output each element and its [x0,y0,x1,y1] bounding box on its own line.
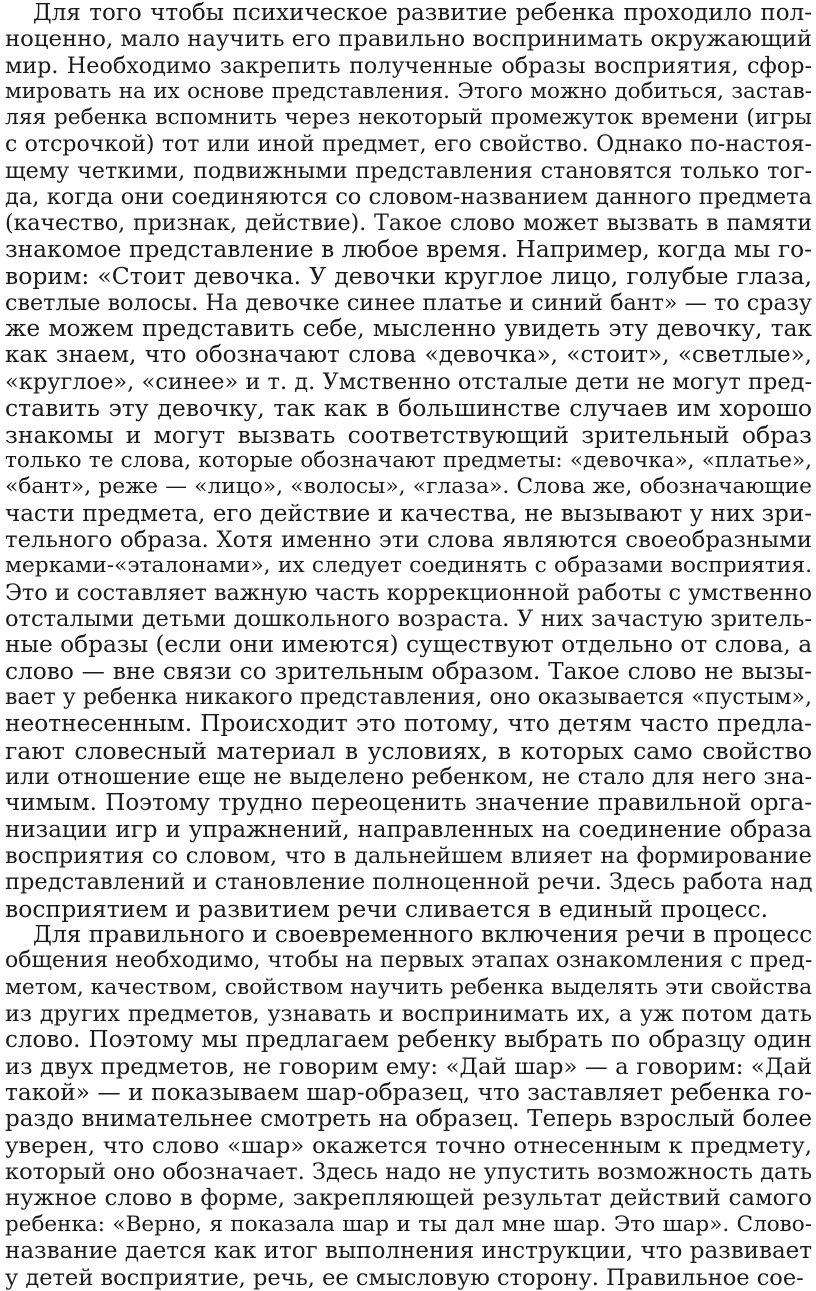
text-line: Для того чтобы психическое развитие ребенка проходило пол- [33,0,812,26]
text-line: тельного образа. Хотя именно эти слова являются своеобразными [5,526,812,553]
text-line: ляя ребенка вспомнить через некоторый промежуток времени (игры [5,105,812,131]
text-line: ставить эту девочку, так как в большинстве случаев им хорошо [5,395,812,422]
text-line: светлые волосы. На девочке синее платье и синий бант» — то сразу [5,289,812,316]
text-line: неотнесенным. Происходит это потому, что детям часто предла- [5,711,812,738]
text-line: отсталыми детьми дошкольного возраста. У них зачастую зритель- [5,605,812,632]
text-line: ноценно, мало научить его правильно воспринимать окружающий [5,26,812,53]
text-line: «круглое», «синее» и т. д. Умственно отсталые дети не могут пред- [5,368,812,395]
text-line: слово — вне связи со зрительным образом. Такое слово не вызы- [5,658,812,685]
text-line: низации игр и упражнений, направленных на соединение образа [5,816,812,843]
text-line: восприятием и развитием речи сливается в единый процесс. [5,895,769,923]
text-line: метом, качеством, свойством научить ребенка выделять эти свойства [5,974,812,1000]
text-line: ворим: «Стоит девочка. У девочки круглое лицо, голубые глаза, [5,263,812,290]
text-line: восприятия со словом, что в дальнейшем влияет на формирование [5,843,812,869]
text-line: название дается как итог выполнения инструкции, что развивает [5,1238,812,1265]
paragraph-1 [5,0,812,922]
text-line: из других предметов, узнавать и воспринимать их, а уж потом дать [5,1001,812,1028]
text-line: мир. Необходимо закрепить полученные образы восприятия, сфор- [5,52,812,79]
text-line: гают словесный материал в условиях, в которых само свойство [5,737,812,764]
text-line: знакомое представление в любое время. Например, когда мы го- [5,237,812,264]
text-line: нужное слово в форме, закрепляющей результат действий самого [5,1185,812,1212]
text-line: как знаем, что обозначают слова «девочка», «стоит», «светлые», [5,342,812,369]
text-line: «бант», реже — «лицо», «волосы», «глаза». Слова же, обозначающие [5,474,812,500]
text-line: щему четкими, подвижными представления становятся только тог- [5,158,812,185]
text-line: из двух предметов, не говорим ему: «Дай шар» — а говорим: «Дай [5,1053,812,1080]
text-line: раздо внимательнее смотреть на образец. Теперь взрослый более [5,1106,812,1133]
text-line: который оно обозначает. Здесь надо не упустить возможность дать [5,1159,812,1186]
text-line: слово. Поэтому мы предлагаем ребенку выбрать по образцу один [5,1027,812,1054]
text-line: уверен, что слово «шар» окажется точно отнесенным к предмету, [5,1132,812,1159]
text-line: вает у ребенка никакого представления, оно оказывается «пустым», [5,684,812,710]
text-line: общения необходимо, чтобы на первых этапах ознакомления с пред- [5,948,812,974]
text-line: у детей восприятие, речь, ее смысловую сторону. Правильное сое- [5,1264,804,1291]
text-line: или отношение еще не выделено ребенком, не стало для него зна- [5,763,812,790]
text-line: такой» — и показываем шар-образец, что заставляет ребенка го- [5,1080,812,1107]
text-line: да, когда они соединяются со словом-названием данного предмета [5,184,812,211]
text-line: мерками-«эталонами», их следует соединять с образами восприятия. [5,553,812,579]
text-line: с отсрочкой) тот или иной предмет, его свойство. Однако по-настоя- [5,131,812,157]
text-line: Для правильного и своевременного включения речи в процесс [33,922,812,949]
text-line: знакомы и могут вызвать соответствующий зрительный образ [5,421,812,448]
text-line: мировать на их основе представления. Этого можно добиться, застав- [5,79,812,105]
text-line: представлений и становление полноценной речи. Здесь работа над [5,869,812,896]
paragraph-2 [5,922,812,1291]
text-line: части предмета, его действие и качества, не вызывают у них зри- [5,500,812,527]
text-line: (качество, признак, действие). Такое слово может вызвать в памяти [5,210,812,236]
text-line: ребенка: «Верно, я показала шар и ты дал мне шар. Это шар». Слово- [5,1211,812,1237]
text-line: чимым. Поэтому трудно переоценить значение правильной орга- [5,790,812,817]
text-line: Это и составляет важную часть коррекционной работы с умственно [5,579,812,606]
text-line: только те слова, которые обозначают предметы: «девочка», «платье», [5,447,812,473]
text-line: ные образы (если они имеются) существуют отдельно от слова, а [5,632,812,659]
text-line: же можем представить себе, мысленно увидеть эту девочку, так [5,316,812,343]
